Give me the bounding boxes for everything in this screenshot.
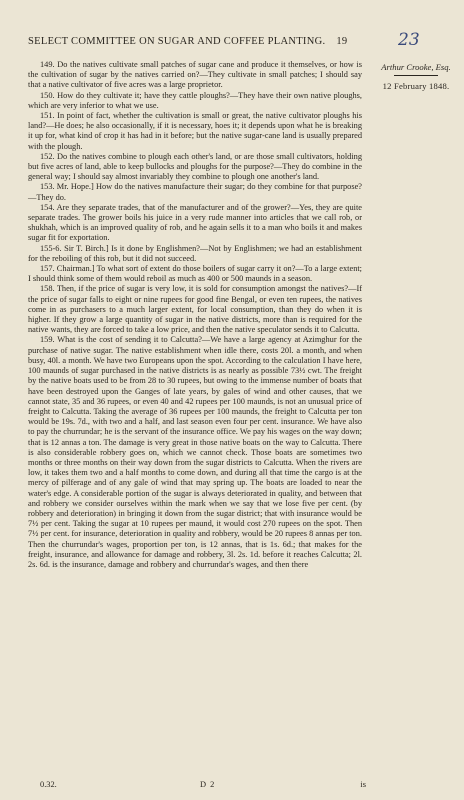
question-157: 157. Chairman.] To what sort of extent do those boilers of sugar carry it on?—To a large extent; I should think some of them would reboil as much as 400 or 500 maunds in a season.	[28, 264, 362, 284]
testimony-body	[28, 60, 362, 570]
margin-divider	[394, 75, 438, 76]
question-154: 154. Are they separate trades, that of the manufacturer and of the grower?—Yes, they are quite separate trades. The grower boils his juice in a very rude manner into articles that we call rob, or shukhah, which is an improved quality of rob, and he again sells it to a man who boils it and makes sugar fit for exportation.	[28, 202, 362, 243]
question-159: 159. What is the cost of sending it to Calcutta?—We have a large agency at Azimghur for the purchase of native sugar. The native establishment when idle there, costs 20l. a month, and when busy, 40l. a month. We have two Europeans upon the spot. According to the calculation I have here, 100 maunds of sugar purchased in the native districts is as nearly as possible 73½ cwt. The freight by the native boats used to be from 28 to 30 rupees, but owing to the immense number of boats that have been destroyed upon the Ganges of late years, by gales of wind and other causes, that we cannot state, 35 and 36 rupees, or even 40 and 42 rupees per 100 maunds, is not an unusual price of freight to Calcutta. Taking the average of 36 rupees per 100 maunds, the freight to Calcutta per ton would be 19s. 7d., with two and a half, and last season even four per cent. insurance. We have also to pay the churrundar; he is the servant of the insurance office. We pay his wages on the way down; that is 12 annas a ton. The damage is very great in those native boats on the way to Calcutta. There is also considerable robbery goes on, which we cannot check. Those boats are sometimes two months or three months on their way down from the sugar districts to Calcutta. When the rivers are low, it takes them two and a half months to come down, and during all that time the cargo is at the mercy of pilferage and of any gale of wind that may spring up. The boats are loaded to near the water's edge. A considerable portion of the sugar is always deteriorated in quality, and between that and robbery we consider ourselves within the mark when we say that we lose five per cent. (by robbery and deterioration) in bringing it down from the sugar district; that with insurance would be 7½ per cent. Taking the sugar at 10 rupees per maund, it would cost 270 rupees on the spot. Then 7½ per cent. for insurance, deterioration in quality and robbery, would be 20 rupees 8 annas per ton. Then the churrundar's wages, proportion per ton, is 12 annas, that is 1s. 6d.; that makes for the freight, insurance, and allowance for damage and robbery, 3l. 2s. 1d. before it reaches Calcutta; 2l. 2s. 6d. is the insurance, damage and robbery and churrundar's wages, and then there	[28, 335, 362, 569]
running-header	[28, 36, 364, 47]
question-151: 151. In point of fact, whether the cultivation is small or great, the native cultivator ploughs his land?—He does; he also occasionally, if it is necessary, hoes it; it depends upon what he is breaking it up for, what kind of crop it has had in it before; but the native sugar-cane land is usually prepared with the plough.	[28, 111, 362, 151]
page-number: 19	[336, 36, 348, 47]
question-155-6: 155-6. Sir T. Birch.] Is it done by Englishmen?—Not by Englishmen; we had an establishment for the reboiling of this rob, but it did not succeed.	[28, 243, 362, 263]
question-158: 158. Then, if the price of sugar is very low, it is sold for consumption amongst the natives?—If the price of sugar falls to eight or nine rupees for good fine Bengal, or even ten rupees, the natives come in as purchasers to a much larger extent, for local consumption, than they do when it is higher. If they grow a large quantity of sugar in the native districts, more than is required for the native wants, they are forced to take a low price, and then the native speculator sends it to Calcutta.	[28, 284, 362, 335]
signature-mark: 0.32.	[40, 780, 57, 789]
hearing-date: 12 February 1848.	[382, 81, 450, 91]
running-title: SELECT COMMITTEE ON SUGAR AND COFFEE PLANTING.	[28, 36, 326, 47]
witness-name: Arthur Crooke, Esq.	[381, 62, 451, 72]
catchword: is	[360, 780, 366, 789]
question-149: 149. Do the natives cultivate small patches of sugar cane and produce it themselves, or how is the cultivation of sugar by the natives carried on?—They cultivate in small patches; I should say that a native cultivator of five acres was a large proprietor.	[28, 60, 362, 90]
question-150: 150. How do they cultivate it; have they cattle ploughs?—They have their own native ploughs, which are very inferior to what we use.	[28, 90, 362, 110]
margin-note	[372, 62, 460, 91]
question-153: 153. Mr. Hope.] How do the natives manufacture their sugar; do they combine for that purpose?—They do.	[28, 182, 362, 202]
sheet-mark: D 2	[200, 780, 216, 789]
question-152: 152. Do the natives combine to plough each other's land, or are those small cultivators, holding but five acres of land, able to keep bullocks and ploughs for the purpose?—They do combine in the general way; I should say almost invariably they combine to plough one another's land.	[28, 151, 362, 182]
handwritten-folio-number: 23	[398, 30, 420, 50]
